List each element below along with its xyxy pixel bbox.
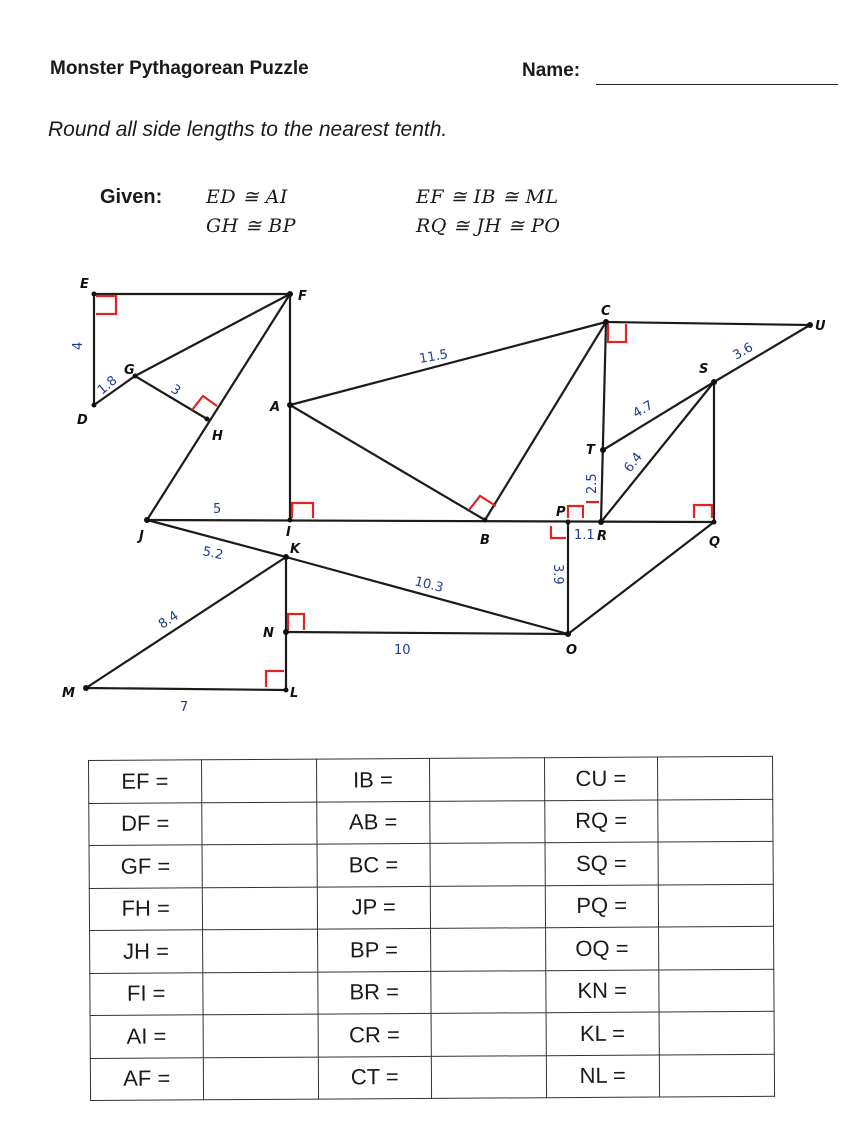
length-label-PR: 1.1 <box>574 528 595 543</box>
answer-cell[interactable] <box>203 1014 319 1057</box>
figure-segments <box>86 294 810 690</box>
segment-TS <box>603 382 714 450</box>
point-label-F: F <box>298 289 307 304</box>
point-labels <box>62 277 826 701</box>
segment-KO <box>286 557 568 634</box>
answer-cell[interactable] <box>202 844 318 887</box>
point-M <box>83 685 89 691</box>
instruction-text: Round all side lengths to the nearest tenth. <box>48 118 448 141</box>
point-label-R: R <box>597 529 608 544</box>
point-D <box>92 403 97 408</box>
segment-JQ <box>147 520 714 522</box>
point-K <box>283 554 289 560</box>
segment-label: GF = <box>89 845 202 888</box>
point-label-O: O <box>566 643 578 658</box>
point-C <box>603 319 609 325</box>
given-congruence-2: GH ≅ BP <box>206 215 296 237</box>
segment-label: FH = <box>89 887 202 930</box>
segment-RS <box>601 382 714 522</box>
point-T <box>600 447 606 453</box>
answer-cell[interactable] <box>201 759 317 802</box>
segment-JF <box>147 294 290 520</box>
segment-label: SQ = <box>545 842 658 885</box>
point-label-B: B <box>480 533 490 548</box>
answer-cell[interactable] <box>658 969 774 1012</box>
right-angle-mark-H <box>192 396 217 410</box>
segment-label: CT = <box>318 1056 431 1099</box>
answer-cell[interactable] <box>203 1057 319 1100</box>
point-Q <box>712 520 717 525</box>
segment-label: EF = <box>89 760 202 803</box>
point-label-G: G <box>124 363 135 378</box>
point-label-H: H <box>212 429 223 444</box>
segment-KM <box>86 557 286 688</box>
segment-label: BC = <box>317 843 430 886</box>
answer-cell[interactable] <box>658 884 774 927</box>
table-row <box>89 799 773 846</box>
answer-cell[interactable] <box>658 841 774 884</box>
table-row <box>89 756 773 803</box>
right-angle-mark-I <box>292 503 313 518</box>
segment-label: CR = <box>318 1013 431 1056</box>
given-label: Given: <box>100 186 163 208</box>
point-label-P: P <box>556 505 566 520</box>
answer-cell[interactable] <box>658 926 774 969</box>
point-S <box>711 379 717 385</box>
point-label-M: M <box>62 686 75 701</box>
answer-cell[interactable] <box>659 1011 775 1054</box>
length-label-KM: 8.4 <box>156 608 182 633</box>
answer-cell[interactable] <box>202 929 318 972</box>
answer-cell[interactable] <box>429 758 545 801</box>
answer-cell[interactable] <box>659 1054 775 1097</box>
segment-label: IB = <box>316 758 429 801</box>
point-label-E: E <box>80 277 89 292</box>
answer-cell[interactable] <box>431 1013 547 1056</box>
segment-label: KL = <box>546 1012 659 1055</box>
length-label-AC: 11.5 <box>418 347 450 367</box>
worksheet-title: Monster Pythagorean Puzzle <box>50 58 309 79</box>
point-B <box>483 518 488 523</box>
answer-cell[interactable] <box>202 972 318 1015</box>
segment-label: AI = <box>90 1015 203 1058</box>
point-label-L: L <box>290 686 299 701</box>
length-label-SU: 3.6 <box>730 340 756 364</box>
segment-NO <box>286 632 568 634</box>
point-F <box>287 291 293 297</box>
point-label-J: J <box>139 529 144 544</box>
segment-GH <box>135 376 207 419</box>
table-row <box>90 1011 774 1058</box>
point-I <box>288 518 293 523</box>
answer-cell[interactable] <box>429 800 545 843</box>
length-label-KO: 10.3 <box>413 574 445 596</box>
point-O <box>565 631 571 637</box>
segment-label: FI = <box>90 972 203 1015</box>
right-angle-mark-Q <box>694 505 712 518</box>
length-label-GH: 3 <box>167 381 184 400</box>
length-label-ML: 7 <box>180 700 189 715</box>
segment-ML <box>86 688 286 690</box>
right-angle-mark-C <box>608 324 626 342</box>
segment-label: DF = <box>89 802 202 845</box>
answer-cell[interactable] <box>430 928 546 971</box>
segment-SU <box>714 325 810 382</box>
point-label-T: T <box>586 443 595 458</box>
segment-label: NL = <box>546 1055 659 1098</box>
point-A <box>287 402 293 408</box>
segment-label: RQ = <box>545 800 658 843</box>
point-label-K: K <box>290 542 301 557</box>
segment-label: AF = <box>90 1057 203 1100</box>
length-label-RO: 3.9 <box>550 564 565 585</box>
answer-cell[interactable] <box>430 843 546 886</box>
point-label-S: S <box>699 362 709 377</box>
table-row <box>89 841 773 888</box>
given-congruence-4: RQ ≅ JH ≅ PO <box>416 215 561 237</box>
point-L <box>284 688 289 693</box>
length-label-DG: 1.8 <box>94 373 121 399</box>
segment-AB <box>290 405 485 520</box>
point-N <box>283 629 289 635</box>
right-angle-mark-P-lower <box>551 526 566 538</box>
segment-label: BR = <box>318 971 431 1014</box>
segment-label: OQ = <box>546 927 659 970</box>
length-label-JK: 5.2 <box>201 544 225 564</box>
point-label-Q: Q <box>709 535 721 550</box>
point-label-C: C <box>601 304 611 319</box>
name-blank-line[interactable] <box>596 84 838 85</box>
answer-cell[interactable] <box>431 1055 547 1098</box>
segment-CR <box>601 322 606 522</box>
segment-label: CU = <box>544 757 657 800</box>
point-label-N: N <box>263 626 274 641</box>
segment-label: KN = <box>546 970 659 1013</box>
answer-cell[interactable] <box>657 756 773 799</box>
answer-cell[interactable] <box>430 970 546 1013</box>
segment-label: BP = <box>318 928 431 971</box>
point-label-A: A <box>270 400 281 415</box>
segment-label: JH = <box>90 930 203 973</box>
point-U <box>807 322 813 328</box>
length-label-RS: 6.4 <box>621 449 646 476</box>
point-J <box>144 517 150 523</box>
point-R <box>598 519 604 525</box>
geometry-figure <box>0 270 850 720</box>
answer-cell[interactable] <box>201 802 317 845</box>
name-label: Name: <box>522 60 581 81</box>
right-angle-mark-P <box>568 506 583 518</box>
segment-label: PQ = <box>545 885 658 928</box>
length-label-ST: 4.7 <box>630 398 656 422</box>
right-angle-mark-L <box>266 671 284 687</box>
right-angle-mark-E <box>96 296 116 314</box>
answer-cell[interactable] <box>202 887 318 930</box>
point-H <box>205 417 210 422</box>
length-label-JI: 5 <box>213 502 222 517</box>
point-label-U: U <box>815 319 826 334</box>
given-congruence-1: ED ≅ AI <box>206 186 288 208</box>
answer-cell[interactable] <box>657 799 773 842</box>
table-row <box>90 969 774 1016</box>
segment-AC <box>290 322 606 405</box>
length-label-ED: 4 <box>71 341 86 350</box>
answer-cell[interactable] <box>430 885 546 928</box>
answer-table <box>88 756 775 1101</box>
length-label-NO: 10 <box>394 643 411 658</box>
table-row <box>90 926 774 973</box>
table-row <box>89 884 773 931</box>
segment-GF <box>135 294 290 376</box>
segment-CU <box>606 322 810 325</box>
length-label-TP: 2.5 <box>585 473 600 494</box>
table-row <box>90 1054 774 1101</box>
right-angle-mark-N <box>288 614 304 630</box>
point-P <box>566 520 571 525</box>
segment-label: JP = <box>317 886 430 929</box>
given-congruence-3: EF ≅ IB ≅ ML <box>416 186 559 208</box>
point-label-D: D <box>77 413 88 428</box>
right-angle-marks <box>96 296 712 687</box>
point-label-I: I <box>286 525 291 540</box>
point-E <box>92 292 97 297</box>
segment-label: AB = <box>317 801 430 844</box>
